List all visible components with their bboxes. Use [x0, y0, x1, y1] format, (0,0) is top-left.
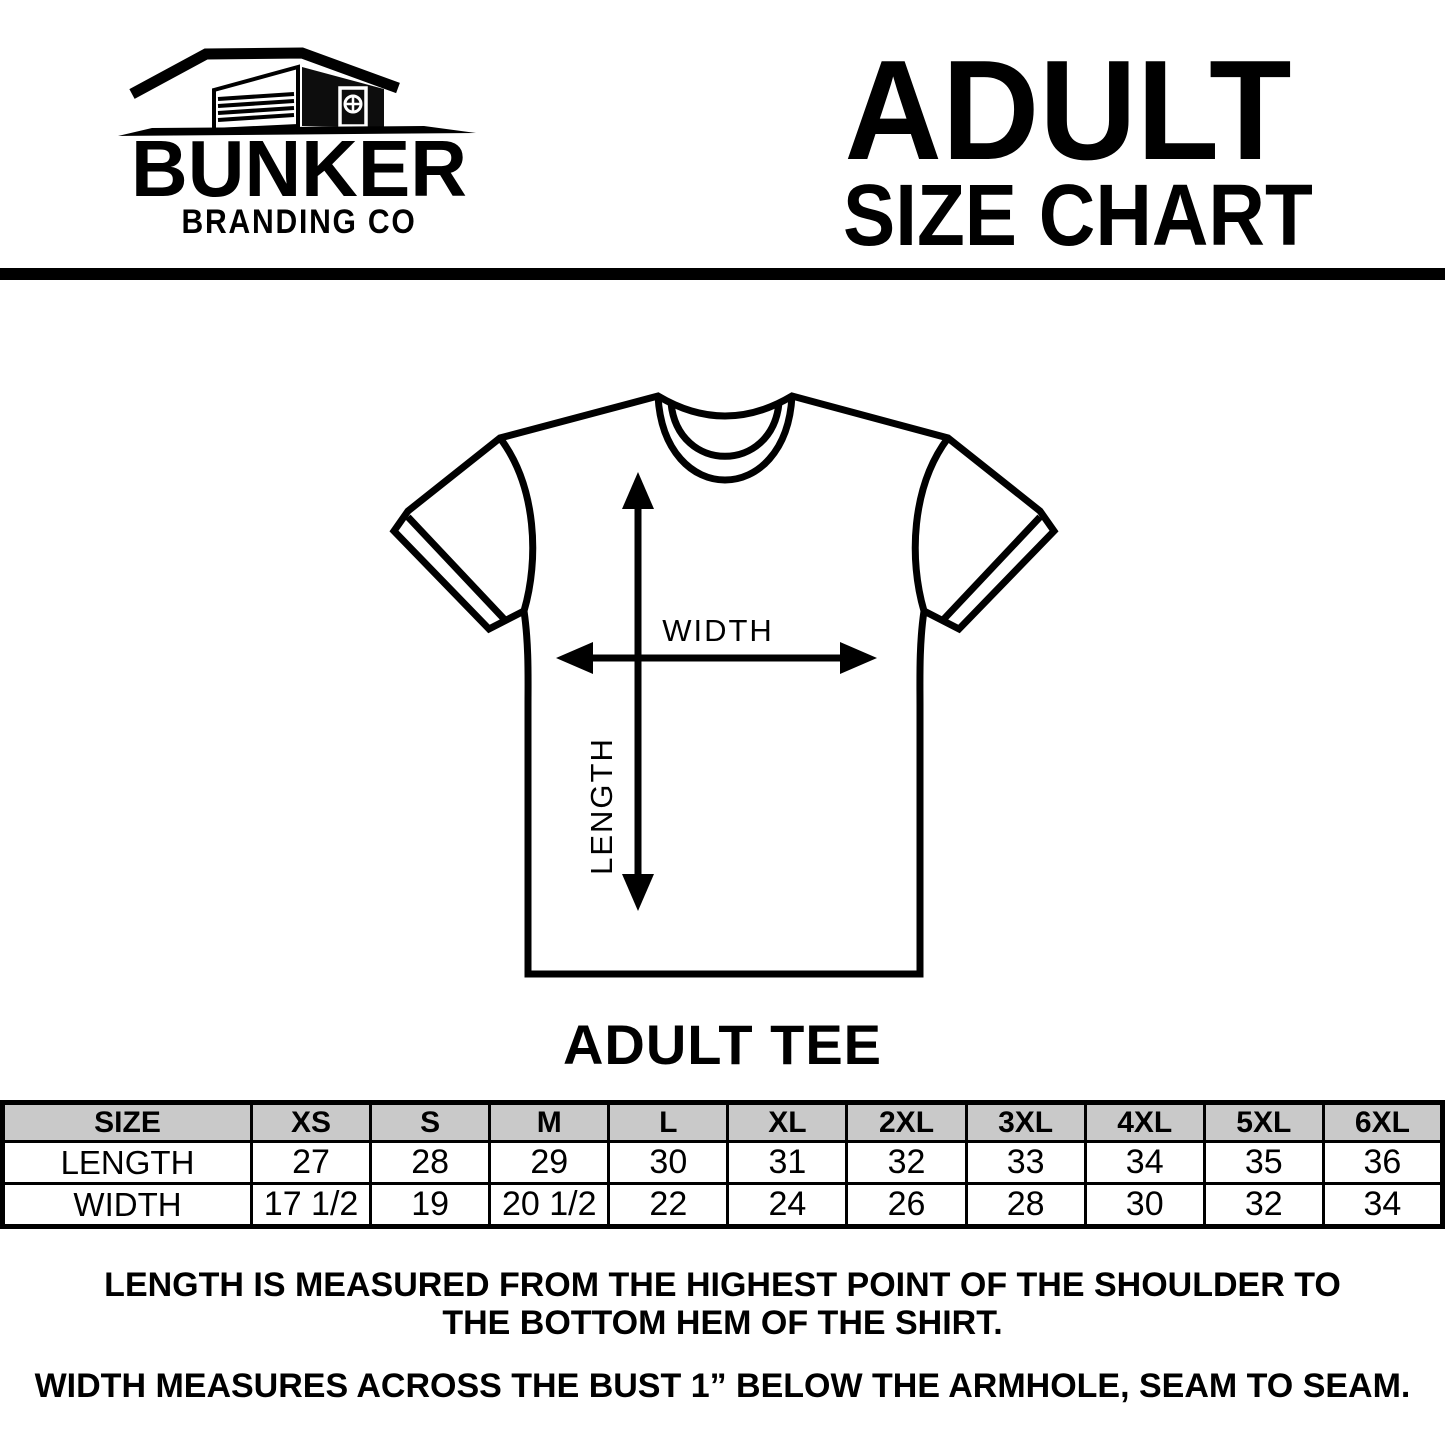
- width-label: WIDTH: [662, 613, 774, 648]
- width-xs: 17 1/2: [252, 1184, 371, 1227]
- width-5xl: 32: [1204, 1184, 1323, 1227]
- width-row-label: WIDTH: [3, 1184, 252, 1227]
- length-measurement-note: [0, 1266, 1445, 1342]
- logo-brand-text: BUNKER: [131, 124, 467, 213]
- length-row: [3, 1142, 1443, 1184]
- length-xs: 27: [252, 1142, 371, 1184]
- length-l: 30: [609, 1142, 728, 1184]
- length-s: 28: [371, 1142, 490, 1184]
- size-table: [0, 1100, 1445, 1229]
- col-header-s: S: [371, 1103, 490, 1142]
- length-6xl: 36: [1323, 1142, 1442, 1184]
- col-header-xl: XL: [728, 1103, 847, 1142]
- col-header-size: SIZE: [3, 1103, 252, 1142]
- logo-subtitle-text: BRANDING CO: [181, 203, 417, 241]
- length-label: LENGTH: [584, 737, 619, 875]
- width-note-line: WIDTH MEASURES ACROSS THE BUST 1” BELOW THE ARMHOLE, SEAM TO SEAM.: [34, 1367, 1411, 1405]
- bunker-branding-logo: [118, 46, 480, 248]
- width-row: [3, 1184, 1443, 1227]
- width-4xl: 30: [1085, 1184, 1204, 1227]
- length-4xl: 34: [1085, 1142, 1204, 1184]
- length-m: 29: [490, 1142, 609, 1184]
- col-header-2xl: 2XL: [847, 1103, 966, 1142]
- tshirt-diagram: [365, 358, 1085, 986]
- width-6xl: 34: [1323, 1184, 1442, 1227]
- width-measurement-note: [0, 1367, 1445, 1405]
- col-header-4xl: 4XL: [1085, 1103, 1204, 1142]
- title-size-chart: SIZE CHART: [843, 167, 1313, 264]
- width-m: 20 1/2: [490, 1184, 609, 1227]
- length-3xl: 33: [966, 1142, 1085, 1184]
- width-2xl: 26: [847, 1184, 966, 1227]
- title-adult: ADULT: [844, 31, 1292, 190]
- divider-bar: [0, 268, 1445, 280]
- diagram-caption: ADULT TEE: [562, 1013, 883, 1076]
- length-note-line1: LENGTH IS MEASURED FROM THE HIGHEST POINT OF THE SHOULDER TO: [104, 1266, 1341, 1304]
- col-header-5xl: 5XL: [1204, 1103, 1323, 1142]
- width-xl: 24: [728, 1184, 847, 1227]
- col-header-m: M: [490, 1103, 609, 1142]
- col-header-xs: XS: [252, 1103, 371, 1142]
- length-row-label: LENGTH: [3, 1142, 252, 1184]
- col-header-3xl: 3XL: [966, 1103, 1085, 1142]
- col-header-6xl: 6XL: [1323, 1103, 1442, 1142]
- width-s: 19: [371, 1184, 490, 1227]
- page-title: [818, 31, 1318, 264]
- length-note-line2: THE BOTTOM HEM OF THE SHIRT.: [442, 1304, 1003, 1342]
- length-xl: 31: [728, 1142, 847, 1184]
- col-header-l: L: [609, 1103, 728, 1142]
- width-3xl: 28: [966, 1184, 1085, 1227]
- length-2xl: 32: [847, 1142, 966, 1184]
- width-l: 22: [609, 1184, 728, 1227]
- size-table-header-row: [3, 1103, 1443, 1142]
- length-5xl: 35: [1204, 1142, 1323, 1184]
